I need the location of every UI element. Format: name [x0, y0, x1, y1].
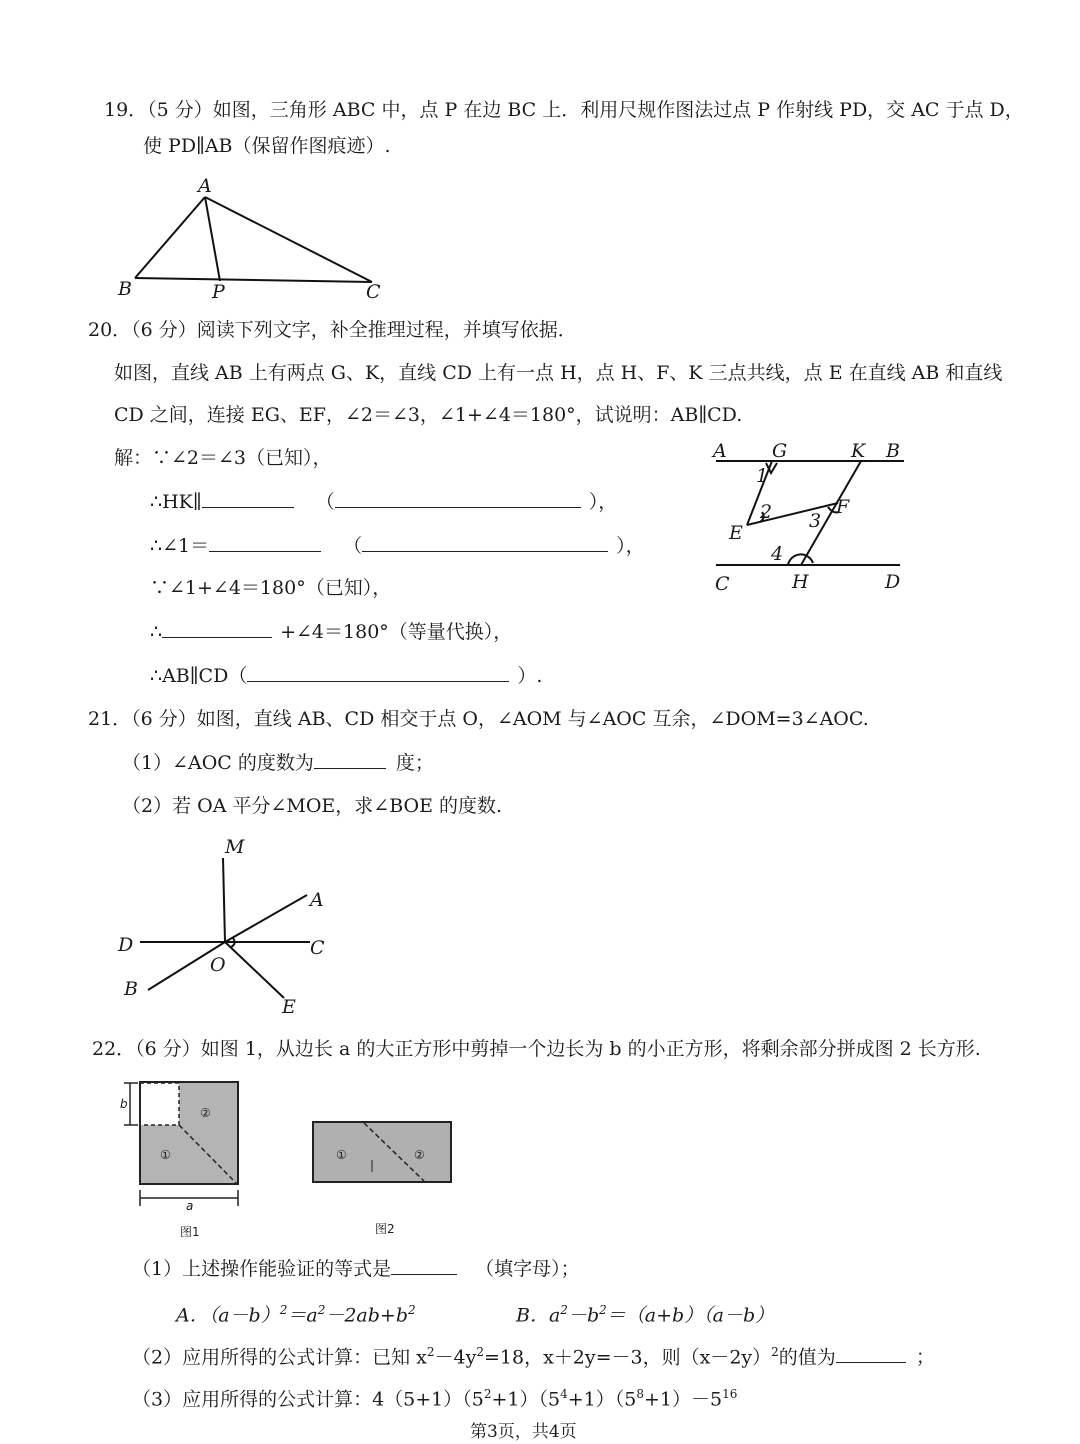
q21-label-e: E: [282, 996, 296, 1018]
q22-option-b-pre: B．a: [516, 1304, 561, 1327]
q20-line2: 如图，直线 AB 上有两点 G、K，直线 CD 上有一点 H，点 H、F、K 三点共线，点 E 在直线 AB 和直线: [114, 362, 1003, 384]
q20-step4: ∵∠1+∠4＝180°（已知），: [150, 577, 392, 599]
q22-option-a-sup1: 2: [279, 1303, 288, 1317]
q19-label-a: A: [198, 175, 212, 197]
q20-step6-text: ∴AB∥CD（: [150, 665, 248, 687]
q22-part3-m1: +1）（5: [491, 1388, 561, 1411]
fig2-caption: 图2: [375, 1222, 395, 1236]
q22-part2-mid2: =18，x＋2y=－3，则（x－2y）: [483, 1346, 772, 1369]
q22-part2-end: 的值为: [778, 1346, 836, 1369]
q20-label-b: B: [886, 440, 900, 462]
q20-step2-close: ），: [588, 491, 618, 513]
q20-label-f: F: [836, 496, 850, 518]
q20-step2-text: ∴HK∥: [150, 491, 202, 513]
q22-part1: [132, 1256, 580, 1281]
q22-part3-pre: （3）应用所得的公式计算：4（5+1）（5: [132, 1388, 484, 1411]
fig2-piece-2: ②: [414, 1148, 425, 1162]
fig1-label-a: a: [186, 1199, 194, 1213]
q22-option-b-mid: －b: [567, 1304, 600, 1327]
q22-option-a: [176, 1298, 416, 1327]
q22-option-a-mid: ＝a: [287, 1304, 318, 1327]
q20-label-g: G: [772, 440, 788, 462]
q22-part3-sup2: 4: [560, 1387, 568, 1401]
q21-label-c: C: [310, 937, 325, 959]
q22-part2-sup2: 2: [476, 1345, 484, 1359]
q22-option-b-end: ＝（a+b）（a－b）: [606, 1304, 775, 1327]
q22-part3-m2: +1）（5: [567, 1388, 637, 1411]
q22-part3-sup1: 2: [483, 1387, 492, 1401]
q21-part2: （2）若 OA 平分∠MOE，求∠BOE 的度数.: [122, 795, 503, 817]
q20-label-c: C: [715, 573, 730, 595]
fig1-caption: 图1: [180, 1225, 200, 1239]
q22-part3-sup4: 16: [722, 1387, 738, 1401]
q22-part2-tail: ；: [915, 1346, 935, 1369]
q22-part1-text: （1）上述操作能验证的等式是: [132, 1258, 392, 1280]
q22-option-a-pre: A．（a－b）: [176, 1304, 280, 1327]
q22-option-b-sup2: 2: [599, 1303, 607, 1317]
q22-part1-hint: （填字母）；: [475, 1258, 580, 1280]
q22-part3-sup3: 8: [636, 1387, 645, 1401]
q22-part2-sup1: 2: [426, 1345, 435, 1359]
q20-label-1: 1: [756, 465, 769, 487]
q20-step3-open: （: [343, 535, 363, 557]
q19-line2: 使 PD∥AB（保留作图痕迹）.: [143, 135, 391, 157]
q21-label-a: A: [310, 889, 324, 911]
q20-label-h: H: [792, 571, 809, 593]
q20-step3-text: ∴∠1＝: [150, 535, 210, 557]
q22-part3-m3: +1）－5: [644, 1388, 723, 1411]
q20-step2-open: （: [315, 491, 335, 513]
q20-line1: 20．（6 分）阅读下列文字，补全推理过程，并填写依据．: [88, 319, 577, 341]
q20-label-a: A: [713, 440, 727, 462]
q22-option-a-sup2: 2: [317, 1303, 326, 1317]
q20-label-3: 3: [809, 510, 822, 532]
q22-part2-mid: －4y: [434, 1346, 477, 1369]
q22-blank-2[interactable]: [836, 1344, 906, 1363]
q20-step5-rest: +∠4＝180°（等量代换），: [280, 621, 513, 643]
q19-line1: 19．（5 分）如图，三角形 ABC 中，点 P 在边 BC 上．利用尺规作图法过点 P 作射线 PD，交 AC 于点 D，: [104, 99, 1024, 121]
q20-step5-text: ∴: [150, 621, 163, 643]
q20-label-2: 2: [760, 501, 773, 523]
q22-blank-1[interactable]: [391, 1256, 457, 1275]
q21-label-m: M: [225, 836, 245, 858]
q21-part1-unit: 度；: [395, 752, 434, 774]
q21-part1-text: （1）∠AOC 的度数为: [122, 752, 314, 774]
q20-label-k: K: [851, 440, 866, 462]
q21-label-o: O: [210, 954, 226, 976]
fig1-label-b: b: [120, 1097, 128, 1111]
q22-part2-sup3: 2: [771, 1345, 779, 1359]
q21-line1: 21．（6 分）如图，直线 AB、CD 相交于点 O，∠AOM 与∠AOC 互余，∠DOM=3∠AOC.: [88, 708, 869, 730]
q20-label-d: D: [885, 571, 901, 593]
q20-label-4: 4: [771, 543, 784, 565]
q19-label-b: B: [118, 278, 132, 300]
q22-part2-pre: （2）应用所得的公式计算：已知 x: [132, 1346, 427, 1369]
q22-line1: 22．（6 分）如图 1，从边长 a 的大正方形中剪掉一个边长为 b 的小正方形，将剩余部分拼成图 2 长方形.: [92, 1038, 981, 1060]
fig1-piece-1: ①: [160, 1148, 171, 1162]
q22-option-a-mid2: －2ab+b: [325, 1304, 408, 1327]
q19-label-p: P: [212, 281, 225, 303]
fig2-piece-1: ①: [336, 1148, 347, 1162]
q21-label-d: D: [118, 934, 134, 956]
q22-part2: [132, 1340, 935, 1369]
q20-step6-close: ）.: [517, 665, 543, 687]
fig1-piece-2: ②: [200, 1106, 211, 1120]
q20-step3-close: ），: [616, 535, 645, 557]
page-footer: 第3页，共4页: [470, 1422, 577, 1442]
q22-part3: [132, 1382, 737, 1411]
q21-label-b: B: [124, 978, 138, 1000]
q22-option-b-sup1: 2: [560, 1303, 568, 1317]
q22-option-a-sup3: 2: [408, 1303, 416, 1317]
q20-step1: 解：∵∠2＝∠3（已知），: [114, 447, 332, 469]
q22-option-b: [516, 1298, 774, 1327]
q20-label-e: E: [729, 522, 743, 544]
q19-label-c: C: [366, 281, 381, 303]
q20-line3: CD 之间，连接 EG、EF，∠2＝∠3，∠1+∠4＝180°，试说明：AB∥CD.: [114, 404, 743, 426]
